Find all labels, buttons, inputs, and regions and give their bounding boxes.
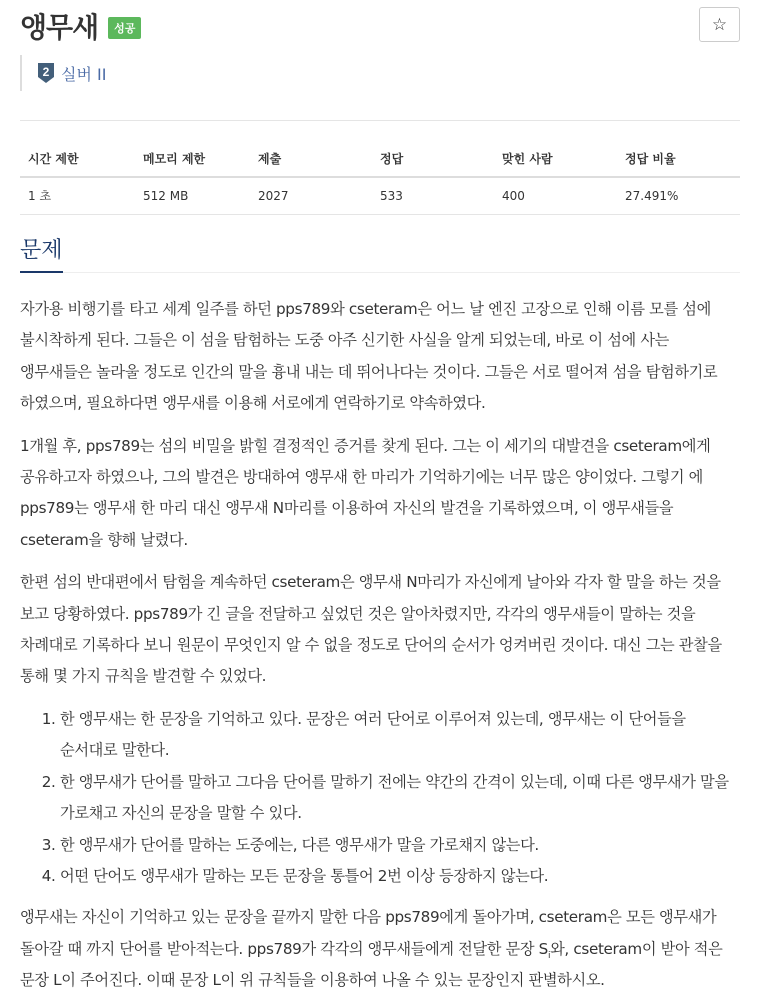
memory-limit-header: 메모리 제한 [135, 140, 250, 177]
table-header-row [20, 140, 740, 177]
time-limit-header: 시간 제한 [20, 140, 135, 177]
title-row [20, 6, 141, 46]
rule-item: 2. 한 앵무새가 단어를 말하고 그다음 단어를 말하기 전에는 약간의 간격이 있는데, 이때 다른 앵무새가 말을 가로채고 자신의 문장을 말할 수 있다. [60, 767, 742, 830]
divider [20, 120, 740, 121]
problem-info-table [20, 140, 740, 215]
submissions-value: 2027 [250, 177, 372, 214]
description-paragraph-2: 1개월 후, pps789는 섬의 비밀을 밝힐 결정적인 증거를 찾게 된다. 그는 이 세기의 대발견을 cseteram에게 공유하고자 하였으나, 그의 발견은 방대하여 앵무새 한 마리가 기억하기에는 너무 많은 양이었다. 그렇기 에 pps789는 앵무새 한 마리 대신 앵무새 N마리를 이용하여 자신의 발견을 기록하였으며, 이 앵무새들을 cseteram을 향해 날렸다. [20, 436, 711, 549]
problem-section-header [20, 233, 740, 273]
paragraph-4-part-b: 와, cseteram이 받아 적은 문장 L이 주어진다. 이때 문장 L이 위 규칙들을 이용하여 나올 수 있는 문장인지 판별하시오. [20, 939, 723, 990]
rule-item: 4. 어떤 단어도 앵무새가 말하는 모든 문장을 통틀어 2번 이상 등장하지 않는다. [60, 861, 742, 892]
problem-description [20, 294, 742, 1008]
solved-users-value: 400 [494, 177, 617, 214]
tier-icon-number: 2 [42, 65, 50, 79]
accepted-value: 533 [372, 177, 494, 214]
paragraph-4-part-a: 앵무새는 자신이 기억하고 있는 문장을 끝까지 말한 다음 pps789에게 돌아가며, cseteram은 모든 앵무새가 돌아갈 때 까지 단어를 받아적는다. pps789가 각각의 앵무새들에게 전달한 문장 S [20, 908, 717, 958]
description-paragraph-3: 한편 섬의 반대편에서 탐험을 계속하던 cseteram은 앵무새 N마리가 자신에게 날아와 각자 할 말을 하는 것을 보고 당황하였다. pps789가 긴 글을 전달하고 싶었던 것은 알아차렸지만, 각각의 앵무새들이 말하는 것을 차례대로 기록하다 보니 원문이 무엇인지 알 수 없을 정도로 단어의 순서가 엉켜버린 것이다. 대신 그는 관찰을 통해 몇 가지 규칙을 발견할 수 있었다. [20, 573, 722, 686]
silver-tier-icon [37, 62, 55, 84]
accepted-ratio-header: 정답 비율 [617, 140, 740, 177]
tier-label[interactable]: 실버 II [61, 64, 107, 84]
time-limit-value: 1 초 [20, 177, 135, 214]
favorite-button[interactable] [699, 7, 740, 42]
section-title: 문제 [20, 233, 63, 273]
tier-info [20, 55, 106, 91]
rule-item: 1. 한 앵무새는 한 문장을 기억하고 있다. 문장은 여러 단어로 이루어져 있는데, 앵무새는 이 단어들을 순서대로 말한다. [60, 704, 742, 767]
solved-users-header: 맞힌 사람 [494, 140, 617, 177]
accepted-header: 정답 [372, 140, 494, 177]
star-icon: ☆ [711, 14, 728, 35]
status-badge: 성공 [108, 17, 141, 39]
problem-title: 앵무새 [20, 11, 99, 44]
memory-limit-value: 512 MB [135, 177, 250, 214]
accepted-ratio-value: 27.491% [617, 177, 740, 214]
rule-item: 3. 한 앵무새가 단어를 말하는 도중에는, 다른 앵무새가 말을 가로채지 않는다. [60, 830, 742, 861]
description-paragraph-1: 자가용 비행기를 타고 세계 일주를 하던 pps789와 cseteram은 어느 날 엔진 고장으로 인해 이름 모를 섬에 불시착하게 된다. 그들은 이 섬을 탐험하는 도중 아주 신기한 사실을 알게 되었는데, 바로 이 섬에 사는 앵무새들은 놀라울 정도로 인간의 말을 흉내 내는 데 뛰어나다는 것이다. 그들은 서로 떨어져 섬을 탐험하기로 하였으며, 필요하다면 앵무새를 이용해 서로에게 연락하기로 약속하였다. [20, 300, 718, 413]
description-paragraph-4 [20, 902, 742, 996]
submissions-header: 제출 [250, 140, 372, 177]
table-row [20, 177, 740, 214]
subscript-i: i [547, 950, 551, 961]
rules-list [20, 704, 742, 892]
